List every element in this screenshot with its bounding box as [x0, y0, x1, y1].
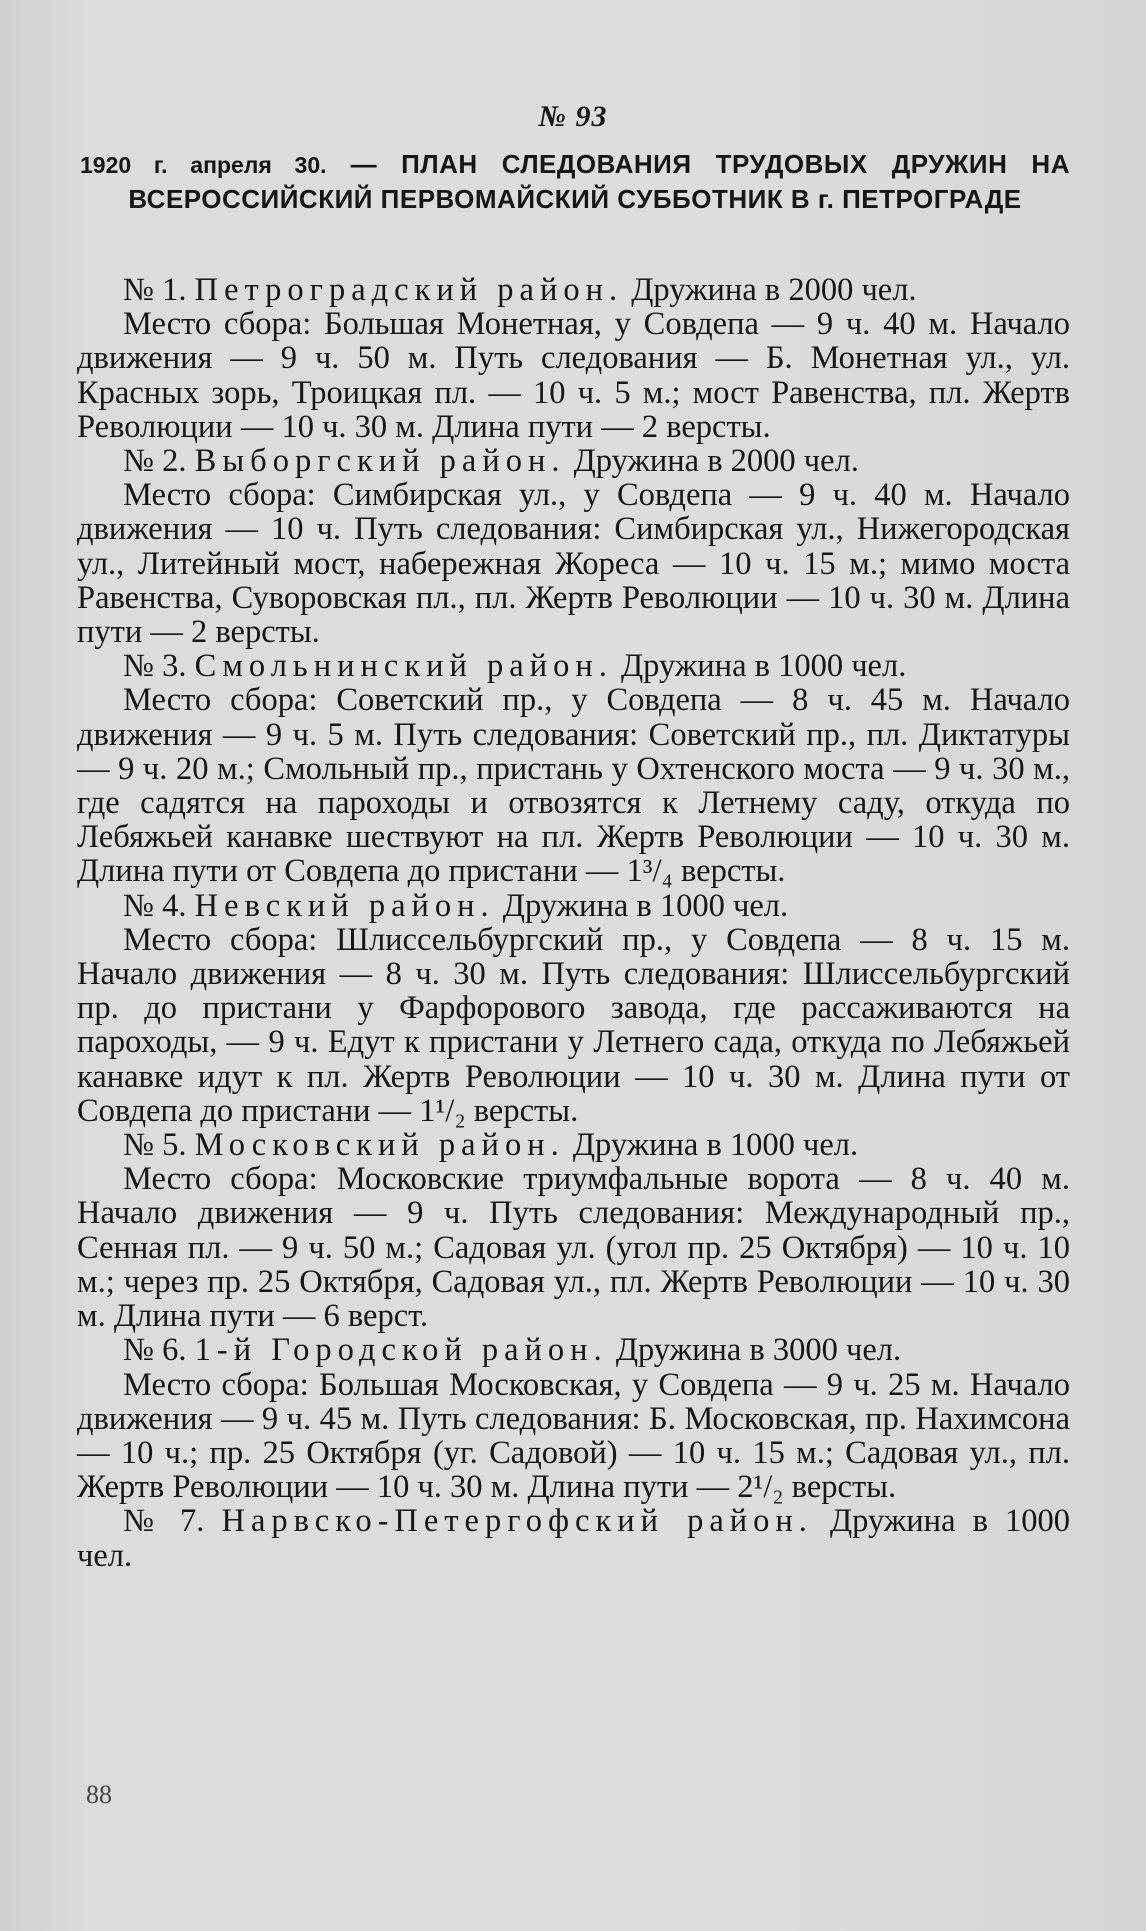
district-details: Место сбора: Симбирская ул., у Совдепа — 9 ч. 40 м. Начало движения — 10 ч. Путь следования: Симбирская ул., Нижегородская ул., Литейный мост, набережная Жореса — 10 ч. 15 м.; мимо моста Равенства, Суворовская пл., пл. Жертв Революции — 10 ч. 30 м. Длина пути — 2 версты.	[77, 477, 1070, 651]
district-entry-2	[77, 444, 1070, 649]
document-heading	[80, 147, 1070, 216]
district-name: Смольнинский район.	[194, 648, 613, 685]
district-number: № 2.	[123, 443, 187, 480]
district-details: Место сбора: Большая Московская, у Совдепа — 9 ч. 25 м. Начало движения — 9 ч. 45 м. Путь следования: Б. Московская, пр. Нахимсона — 10 ч.; пр. 25 Октября (уг. Садовой) — 10 ч. 15 м.; Садовая ул., пл. Жертв Революции — 10 ч. 30 м. Длина пути — 2¹/₂ версты.	[77, 1366, 1070, 1506]
district-details: Место сбора: Московские триумфальные ворота — 8 ч. 40 м. Начало движения — 9 ч. Путь следования: Международный пр., Сенная пл. — 9 ч. 50 м.; Садовая ул. (угол пр. 25 Октября) — 10 ч. 10 м.; через пр. 25 Октября, Садовая ул., пл. Жертв Революции — 10 ч. 30 м. Длина пути — 6 верст.	[77, 1161, 1070, 1335]
district-details: Место сбора: Шлиссельбургский пр., у Совдепа — 8 ч. 15 м. Начало движения — 8 ч. 30 м. Путь следования: Шлиссельбургский пр. до пристани у Фарфорового завода, где рассаживаются на пароходы, — 9 ч. Едут к пристани у Летнего сада, откуда по Лебяжьей канавке идут к пл. Жертв Революции — 10 ч. 30 м. Длина пути от Совдепа до пристани — 1¹/₂ версты.	[77, 921, 1070, 1129]
page-number: 88	[86, 1780, 112, 1809]
district-header	[77, 444, 1070, 478]
document-body	[77, 273, 1070, 1573]
district-number: № 3.	[123, 648, 187, 685]
district-header	[77, 1504, 1070, 1572]
document-number: № 93	[538, 100, 608, 133]
district-squad: Дружина в 2000 чел.	[573, 443, 859, 480]
district-squad: Дружина в 2000 чел.	[631, 272, 917, 308]
district-entry-3	[77, 649, 1070, 888]
district-squad: Дружина в 3000 чел.	[615, 1332, 902, 1369]
district-number: № 6.	[123, 1332, 187, 1369]
district-name: Выборгский район.	[194, 443, 566, 480]
district-header	[77, 1333, 1070, 1367]
district-entry-7	[77, 1504, 1070, 1572]
district-entry-5	[77, 1128, 1070, 1333]
heading-title: — ПЛАН СЛЕДОВАНИЯ ТРУДОВЫХ ДРУЖИН НА ВСЕРОССИЙСКИЙ ПЕРВОМАЙСКИЙ СУББОТНИК В г. ПЕТРОГРАДЕ	[128, 149, 1070, 214]
district-name: Невский район.	[194, 887, 495, 924]
heading-date: 1920 г. апреля 30.	[80, 152, 327, 178]
district-squad: Дружина в 1000 чел.	[621, 648, 907, 685]
district-name: Нарвско-Петергофский район.	[221, 1503, 813, 1540]
district-header	[77, 649, 1070, 683]
district-entry-1	[77, 273, 1070, 444]
district-header	[77, 273, 1070, 307]
district-entry-4	[77, 889, 1070, 1128]
district-number: № 5.	[123, 1127, 187, 1164]
district-entry-6	[77, 1333, 1070, 1504]
district-header	[77, 1128, 1070, 1162]
district-details: Место сбора: Большая Монетная, у Совдепа — 9 ч. 40 м. Начало движения — 9 ч. 50 м. Путь следования — Б. Монетная ул., ул. Красных зорь, Троицкая пл. — 10 ч. 5 м.; мост Равенства, пл. Жертв Революции — 10 ч. 30 м. Длина пути — 2 версты.	[77, 306, 1070, 445]
district-number: № 1.	[123, 272, 187, 308]
district-number: № 7.	[123, 1503, 205, 1540]
district-name: 1-й Городской район.	[194, 1332, 608, 1369]
district-squad: Дружина в 1000 чел.	[77, 1503, 1070, 1574]
district-header	[77, 889, 1070, 923]
district-number: № 4.	[123, 887, 187, 924]
district-details: Место сбора: Советский пр., у Совдепа — 8 ч. 45 м. Начало движения — 9 ч. 5 м. Путь следования: Советский пр., пл. Диктатуры — 9 ч. 20 м.; Смольный пр., пристань у Охтенского моста — 9 ч. 30 м., где садятся на пароходы и отвозятся к Летнему саду, откуда по Лебяжьей канавке шествуют на пл. Жертв Революции — 10 ч. 30 м. Длина пути от Совдепа до пристани — 1³/₄ версты.	[77, 682, 1070, 890]
district-name: Петроградский район.	[194, 272, 624, 308]
district-name: Московский район.	[194, 1127, 565, 1164]
district-squad: Дружина в 1000 чел.	[572, 1127, 859, 1164]
district-squad: Дружина в 1000 чел.	[502, 887, 789, 924]
